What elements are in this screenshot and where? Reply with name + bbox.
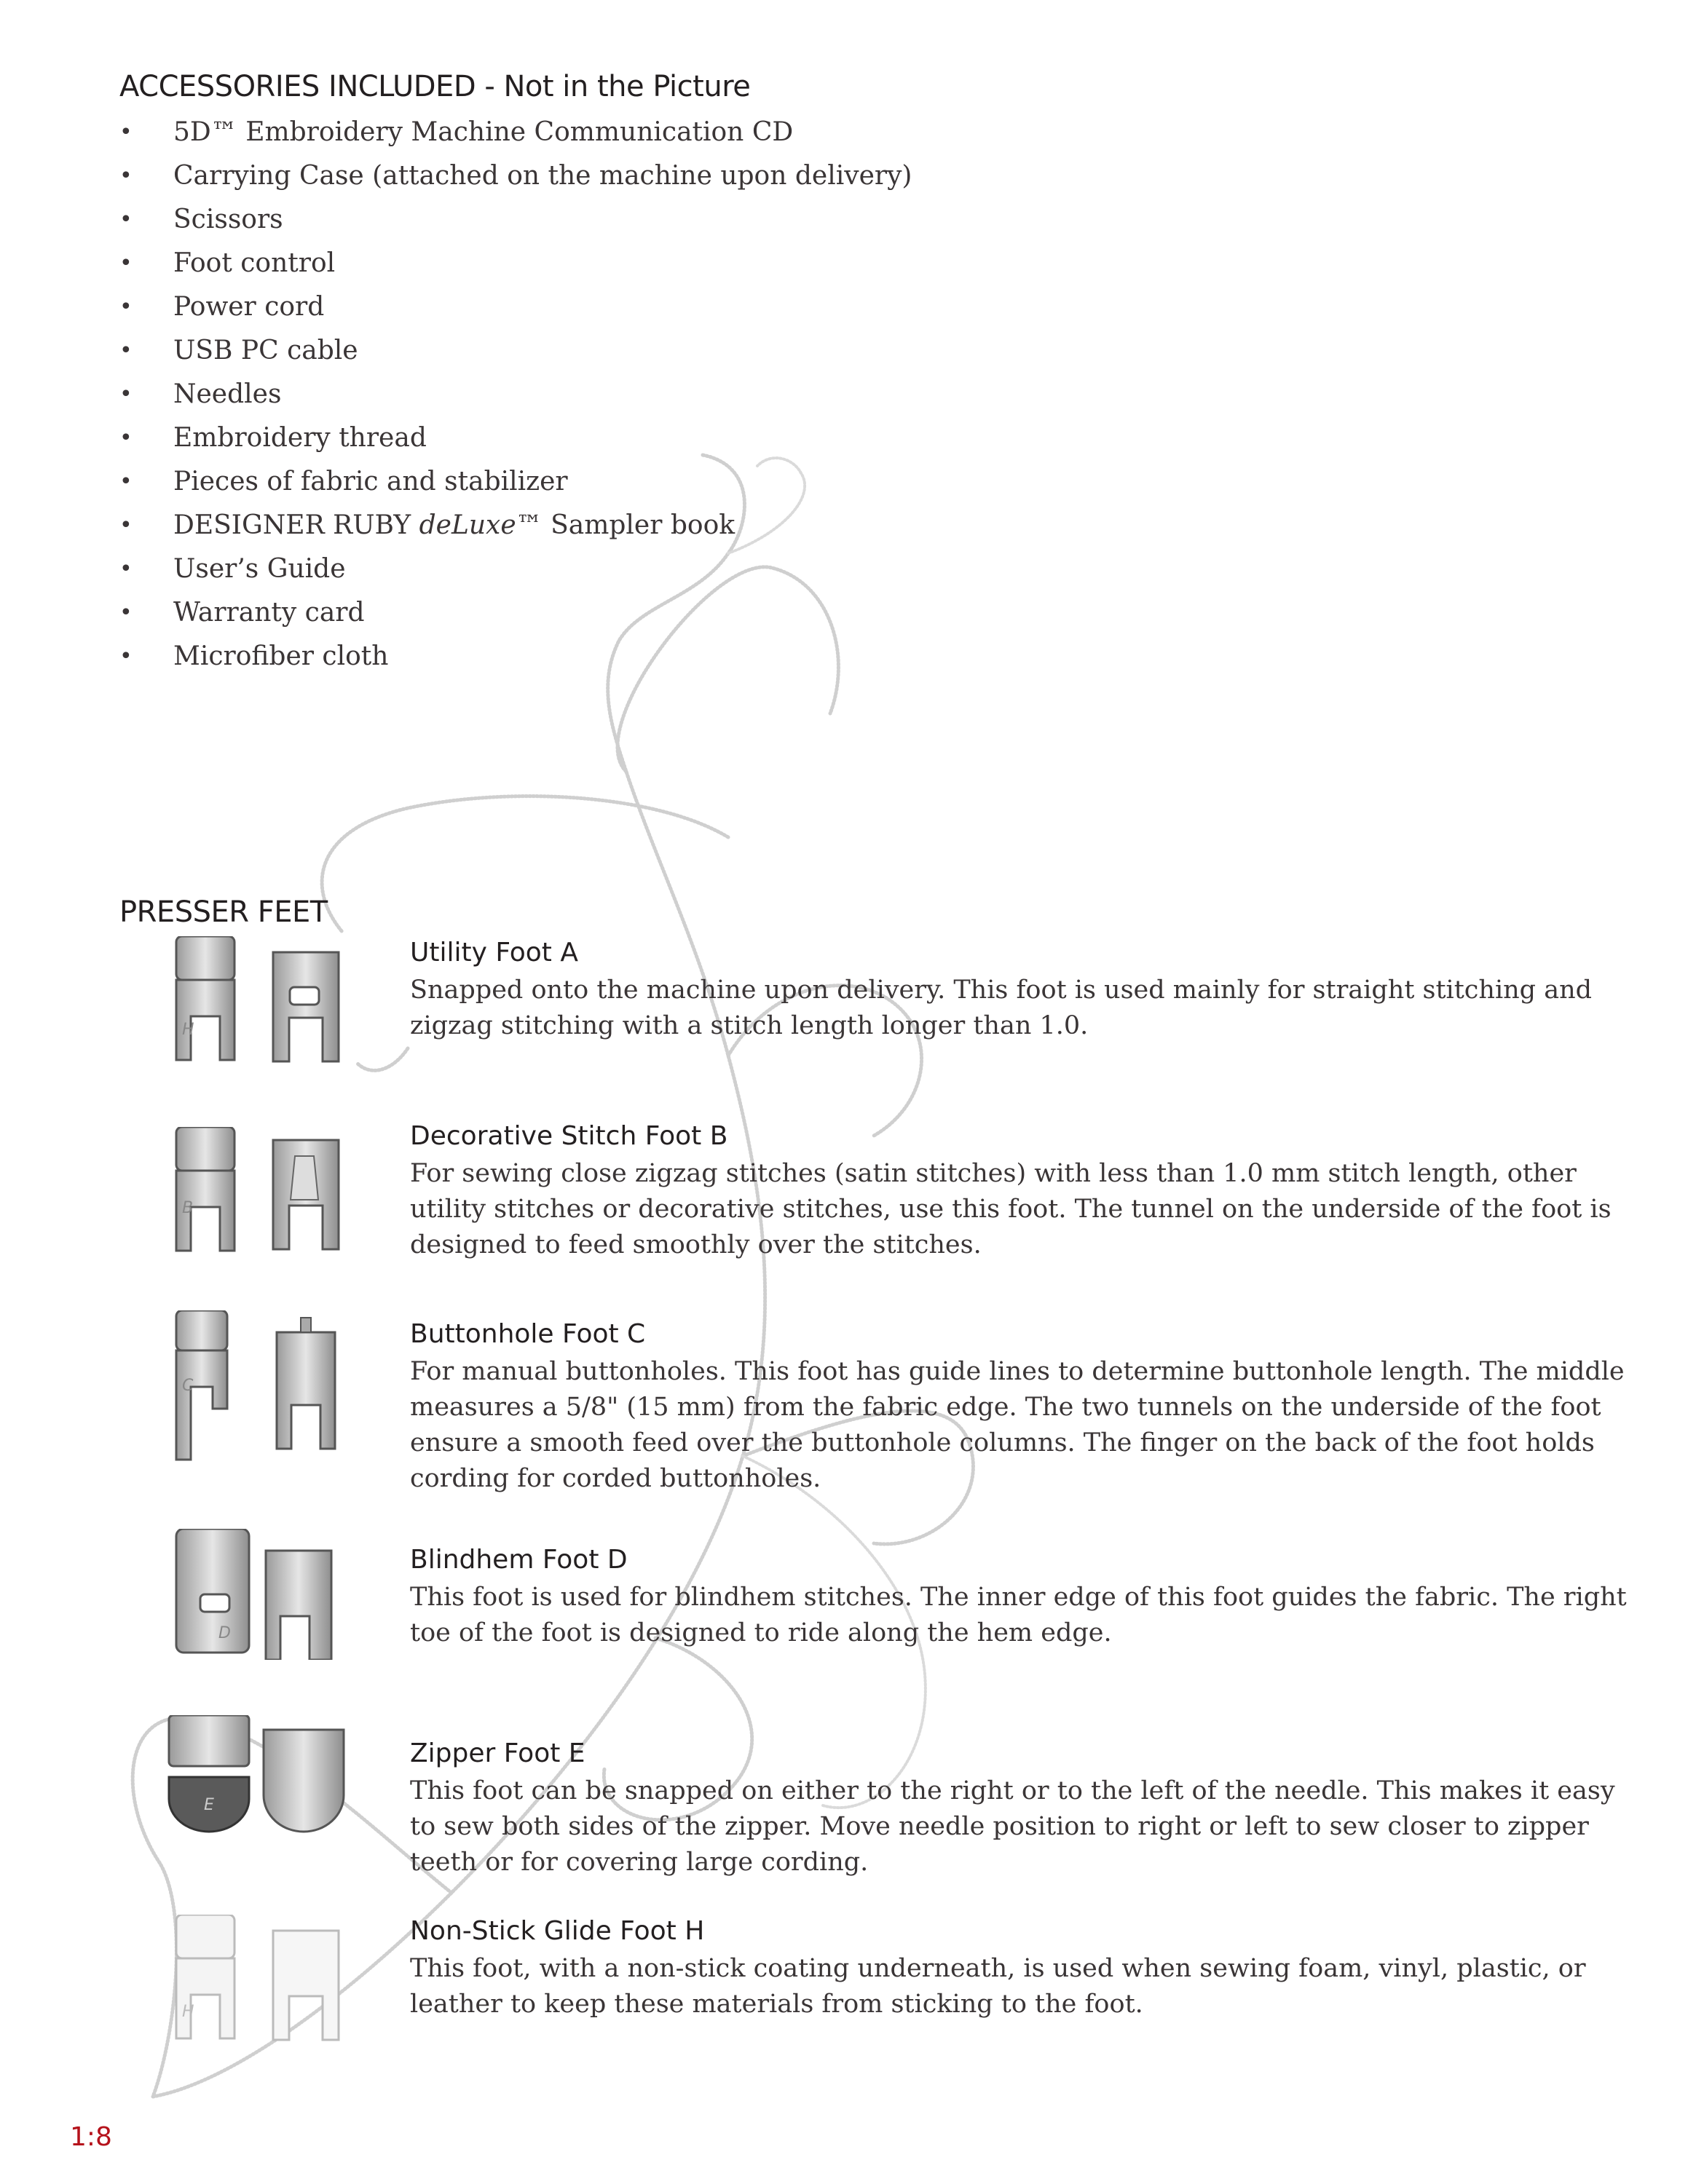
zipper-foot-illustration [167, 1715, 350, 1846]
foot-marking: H [182, 2003, 194, 2021]
foot-marking: H [182, 1021, 194, 1039]
page-number: 1:8 [70, 2122, 112, 2152]
foot-marking: C [182, 1377, 194, 1395]
utility-foot-illustration [167, 936, 350, 1067]
non-stick-foot-illustration [167, 1915, 350, 2046]
foot-title: Blindhem Foot D [410, 1545, 628, 1575]
foot-description: This foot, with a non-stick coating underneath, is used when sewing foam, vinyl, plastic, or leather to keep these materials from sticking to the foot. [410, 1954, 1586, 2019]
list-item: • Microfiber cloth [119, 635, 912, 678]
foot-description: For manual buttonholes. This foot has guide lines to determine buttonhole length. The middle measures a 5/8" (15 mm) from the fabric edge. The two tunnels on the underside of the foot ensure a smooth feed over the buttonhole columns. The finger on the back of the foot holds cording for corded buttonholes. [410, 1357, 1625, 1493]
list-item: • Carrying Case (attached on the machine upon delivery) [119, 154, 912, 198]
foot-marking: B [182, 1199, 194, 1217]
accessories-list [119, 111, 912, 678]
foot-marking: E [204, 1796, 214, 1814]
accessories-heading: ACCESSORIES INCLUDED - Not in the Picture [119, 70, 751, 103]
list-item: • 5D™ Embroidery Machine Communication CD [119, 111, 912, 154]
presser-feet-heading: PRESSER FEET [119, 895, 328, 929]
list-item: • Needles [119, 373, 912, 416]
foot-description: Snapped onto the machine upon delivery. This foot is used mainly for straight stitching and zigzag stitching with a stitch length longer than 1.0. [410, 976, 1593, 1040]
list-item: • Pieces of fabric and stabilizer [119, 460, 912, 504]
foot-description: For sewing close zigzag stitches (satin stitches) with less than 1.0 mm stitch length, other utility stitches or decorative stitches, use this foot. The tunnel on the underside of the foot is designed to feed smoothly over the stitches. [410, 1159, 1612, 1259]
foot-title: Utility Foot A [410, 938, 578, 968]
list-item: • Foot control [119, 242, 912, 285]
list-item: • DESIGNER RUBY deLuxe™ Sampler book [119, 504, 912, 547]
blindhem-foot-illustration [167, 1529, 350, 1660]
list-item: • Embroidery thread [119, 416, 912, 460]
list-item: • User’s Guide [119, 547, 912, 591]
decorative-foot-illustration [167, 1127, 350, 1258]
list-item: • Power cord [119, 285, 912, 329]
sampler-book-italic: deLuxe [419, 510, 516, 540]
foot-title: Non-Stick Glide Foot H [410, 1916, 705, 1946]
foot-description: This foot is used for blindhem stitches. The inner edge of this foot guides the fabric. The right toe of the foot is designed to ride along the hem edge. [410, 1583, 1627, 1647]
list-item: • Scissors [119, 198, 912, 242]
list-item: • USB PC cable [119, 329, 912, 373]
foot-marking: D [218, 1624, 231, 1642]
list-item: • Warranty card [119, 591, 912, 635]
foot-title: Zipper Foot E [410, 1738, 585, 1768]
foot-description: This foot can be snapped on either to the right or to the left of the needle. This makes it easy to sew both sides of the zipper. Move needle position to right or left to sew closer to zipper teeth or for covering large cording. [410, 1776, 1615, 1877]
foot-title: Buttonhole Foot C [410, 1319, 646, 1349]
buttonhole-foot-illustration [167, 1310, 350, 1478]
foot-title: Decorative Stitch Foot B [410, 1121, 728, 1151]
